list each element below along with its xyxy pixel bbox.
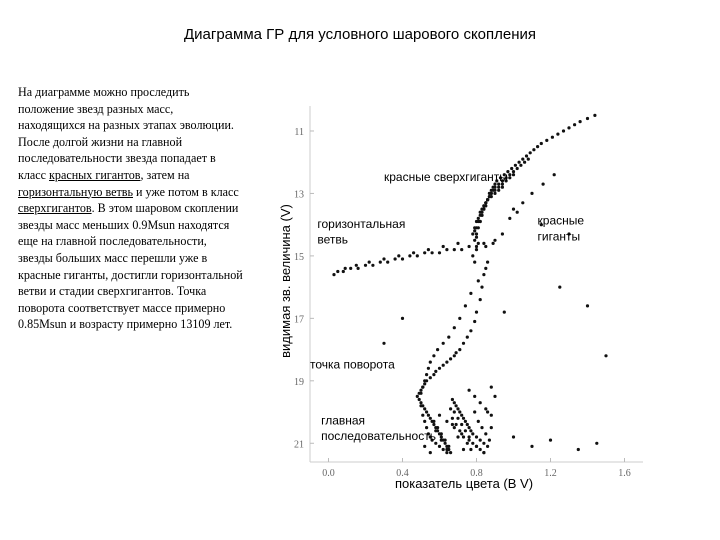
- star-point: [336, 270, 339, 273]
- star-point: [545, 139, 548, 142]
- star-point: [432, 423, 435, 426]
- star-point: [516, 211, 519, 214]
- star-point: [577, 448, 580, 451]
- star-point: [497, 186, 500, 189]
- y-axis-label: видимая зв. величина (V): [278, 204, 293, 358]
- star-point: [449, 407, 452, 410]
- star-point: [466, 336, 469, 339]
- star-point: [349, 267, 352, 270]
- star-point: [536, 145, 539, 148]
- star-point: [549, 439, 552, 442]
- star-point: [479, 448, 482, 451]
- link-horizontal-branch[interactable]: горизонтальную ветвь: [18, 184, 134, 199]
- star-point: [480, 426, 483, 429]
- star-point: [368, 261, 371, 264]
- star-point: [586, 304, 589, 307]
- star-point: [475, 220, 478, 223]
- star-point: [471, 254, 474, 257]
- star-point: [460, 432, 463, 435]
- star-point: [431, 251, 434, 254]
- star-point: [455, 404, 458, 407]
- star-point: [477, 279, 480, 282]
- star-point: [497, 189, 500, 192]
- star-point: [469, 329, 472, 332]
- star-point: [462, 342, 465, 345]
- star-point: [423, 382, 426, 385]
- star-point: [479, 401, 482, 404]
- star-point: [553, 173, 556, 176]
- star-point: [447, 336, 450, 339]
- star-point: [514, 164, 517, 167]
- y-tick-label: 21: [294, 439, 304, 451]
- x-tick-label: 0.0: [322, 468, 335, 479]
- star-point: [429, 451, 432, 454]
- data-points: [332, 114, 607, 454]
- star-point: [419, 389, 422, 392]
- star-point: [408, 254, 411, 257]
- star-point: [397, 254, 400, 257]
- star-point: [444, 442, 447, 445]
- star-point: [453, 248, 456, 251]
- star-point: [486, 198, 489, 201]
- link-supergiants[interactable]: сверхгигантов: [18, 201, 92, 216]
- star-point: [484, 201, 487, 204]
- star-point: [471, 442, 474, 445]
- star-point: [421, 386, 424, 389]
- star-point: [427, 248, 430, 251]
- star-point: [419, 401, 422, 404]
- star-point: [468, 439, 471, 442]
- star-point: [475, 248, 478, 251]
- star-point: [438, 445, 441, 448]
- star-point: [456, 242, 459, 245]
- star-point: [530, 192, 533, 195]
- y-tick-label: 17: [294, 314, 304, 326]
- annotation-label: красные: [537, 213, 585, 228]
- star-point: [604, 354, 607, 357]
- star-point: [401, 257, 404, 260]
- x-tick-label: 1.6: [618, 468, 631, 479]
- star-point: [456, 417, 459, 420]
- star-point: [427, 414, 430, 417]
- y-tick-label: 11: [294, 126, 304, 138]
- star-point: [519, 164, 522, 167]
- star-point: [486, 445, 489, 448]
- star-point: [445, 448, 448, 451]
- x-tick-label: 0.8: [470, 468, 483, 479]
- star-point: [382, 342, 385, 345]
- star-point: [458, 429, 461, 432]
- star-point: [460, 423, 463, 426]
- star-point: [532, 148, 535, 151]
- star-point: [471, 432, 474, 435]
- star-point: [429, 361, 432, 364]
- star-point: [595, 442, 598, 445]
- star-point: [458, 410, 461, 413]
- x-tick-label: 1.2: [544, 468, 557, 479]
- star-point: [453, 426, 456, 429]
- star-point: [477, 420, 480, 423]
- star-point: [444, 439, 447, 442]
- star-point: [355, 264, 358, 267]
- annotation-label: последовательность: [321, 429, 436, 444]
- star-point: [438, 414, 441, 417]
- star-point: [473, 261, 476, 264]
- star-point: [473, 320, 476, 323]
- star-point: [493, 192, 496, 195]
- description-part-1: На диаграмме можно проследить положение звезд разных масс, находящихся на разных этапах эволюции. После долгой жизни на главной последовательности звезда попадает в класс: [18, 85, 234, 182]
- star-point: [429, 376, 432, 379]
- star-point: [521, 201, 524, 204]
- star-point: [434, 370, 437, 373]
- description-part-2: , затем на: [140, 167, 190, 182]
- star-point: [490, 414, 493, 417]
- star-point: [394, 257, 397, 260]
- star-point: [512, 208, 515, 211]
- star-point: [475, 232, 478, 235]
- y-tick-label: 15: [294, 251, 304, 263]
- star-point: [466, 442, 469, 445]
- star-point: [357, 267, 360, 270]
- star-point: [579, 120, 582, 123]
- star-point: [453, 410, 456, 413]
- star-point: [438, 251, 441, 254]
- star-point: [440, 432, 443, 435]
- description-text: [18, 84, 243, 333]
- star-point: [484, 245, 487, 248]
- star-point: [530, 445, 533, 448]
- star-point: [479, 439, 482, 442]
- star-point: [451, 423, 454, 426]
- star-point: [423, 420, 426, 423]
- star-point: [493, 186, 496, 189]
- star-point: [516, 167, 519, 170]
- star-point: [464, 420, 467, 423]
- star-point: [480, 286, 483, 289]
- star-point: [479, 214, 482, 217]
- annotation-label: горизонтальная: [317, 216, 406, 231]
- star-point: [453, 354, 456, 357]
- star-point: [475, 445, 478, 448]
- star-point: [468, 389, 471, 392]
- star-point: [482, 204, 485, 207]
- star-point: [419, 392, 422, 395]
- star-point: [344, 267, 347, 270]
- star-point: [425, 373, 428, 376]
- star-point: [480, 208, 483, 211]
- annotations: [310, 170, 584, 443]
- star-point: [508, 217, 511, 220]
- star-point: [416, 254, 419, 257]
- star-point: [484, 432, 487, 435]
- star-point: [490, 195, 493, 198]
- star-point: [371, 264, 374, 267]
- annotation-label: точка поворота: [310, 357, 395, 372]
- star-point: [453, 401, 456, 404]
- star-point: [529, 151, 532, 154]
- star-point: [484, 407, 487, 410]
- star-point: [562, 129, 565, 132]
- star-point: [427, 367, 430, 370]
- star-point: [473, 229, 476, 232]
- star-point: [527, 158, 530, 161]
- star-point: [469, 448, 472, 451]
- star-point: [421, 414, 424, 417]
- star-point: [466, 423, 469, 426]
- star-point: [482, 242, 485, 245]
- star-point: [464, 304, 467, 307]
- star-point: [455, 423, 458, 426]
- star-point: [473, 239, 476, 242]
- description-part-4: . В этом шаровом скоплении звезды масс меньших 0.9Msun находятся еще на главной последовательности, звезды больших масс перешли уже в красные гиганты, достигли горизонтальной ветви и стадии сверхгигантов. Точка поворота соответствует массе примерно 0.85Msun и возрасту примерно 13109 лет.: [18, 201, 243, 332]
- star-point: [332, 273, 335, 276]
- star-point: [382, 257, 385, 260]
- star-point: [449, 357, 452, 360]
- star-point: [460, 248, 463, 251]
- star-point: [451, 398, 454, 401]
- annotation-label: главная: [321, 413, 366, 428]
- hr-diagram-chart: [268, 96, 648, 506]
- star-point: [458, 348, 461, 351]
- star-point: [510, 167, 513, 170]
- star-point: [479, 211, 482, 214]
- star-point: [456, 407, 459, 410]
- star-point: [490, 192, 493, 195]
- star-point: [475, 311, 478, 314]
- star-point: [523, 161, 526, 164]
- star-point: [501, 232, 504, 235]
- star-point: [432, 420, 435, 423]
- star-point: [342, 270, 345, 273]
- star-point: [423, 379, 426, 382]
- star-point: [453, 326, 456, 329]
- star-point: [486, 410, 489, 413]
- star-point: [469, 429, 472, 432]
- star-point: [525, 154, 528, 157]
- star-point: [436, 426, 439, 429]
- star-point: [425, 410, 428, 413]
- star-point: [475, 435, 478, 438]
- star-point: [445, 361, 448, 364]
- star-point: [482, 451, 485, 454]
- description-part-3: и уже потом в класс: [133, 184, 239, 199]
- star-point: [493, 395, 496, 398]
- y-tick-label: 13: [294, 189, 304, 201]
- star-point: [593, 114, 596, 117]
- star-point: [445, 248, 448, 251]
- star-point: [440, 435, 443, 438]
- star-point: [438, 367, 441, 370]
- star-point: [418, 398, 421, 401]
- page-title: Диаграмма ГР для условного шарового скопления: [183, 26, 537, 43]
- star-point: [512, 435, 515, 438]
- star-point: [482, 442, 485, 445]
- star-point: [442, 245, 445, 248]
- star-point: [508, 176, 511, 179]
- annotation-label: ветвь: [317, 232, 349, 247]
- star-point: [462, 435, 465, 438]
- annotation-label: гиганты: [537, 229, 581, 244]
- star-point: [501, 186, 504, 189]
- star-point: [486, 261, 489, 264]
- star-point: [475, 236, 478, 239]
- star-point: [445, 451, 448, 454]
- star-point: [469, 292, 472, 295]
- star-point: [490, 386, 493, 389]
- star-point: [558, 286, 561, 289]
- star-point: [462, 417, 465, 420]
- star-point: [440, 439, 443, 442]
- star-point: [493, 189, 496, 192]
- star-point: [364, 264, 367, 267]
- star-point: [473, 226, 476, 229]
- star-point: [512, 170, 515, 173]
- star-point: [488, 439, 491, 442]
- star-point: [540, 142, 543, 145]
- star-point: [473, 410, 476, 413]
- star-point: [471, 232, 474, 235]
- star-point: [458, 317, 461, 320]
- star-point: [462, 448, 465, 451]
- star-point: [447, 445, 450, 448]
- star-point: [477, 242, 480, 245]
- star-point: [542, 183, 545, 186]
- star-point: [436, 348, 439, 351]
- star-point: [503, 311, 506, 314]
- star-point: [551, 136, 554, 139]
- annotation-label: красные сверхгиганты: [384, 169, 508, 184]
- star-point: [429, 417, 432, 420]
- star-point: [386, 261, 389, 264]
- star-point: [468, 426, 471, 429]
- star-point: [401, 317, 404, 320]
- star-point: [423, 445, 426, 448]
- star-point: [442, 342, 445, 345]
- link-red-giants[interactable]: красных гигантов: [49, 167, 141, 182]
- star-point: [479, 298, 482, 301]
- star-point: [477, 217, 480, 220]
- star-point: [468, 245, 471, 248]
- star-point: [419, 404, 422, 407]
- star-point: [473, 395, 476, 398]
- star-point: [455, 351, 458, 354]
- star-point: [573, 123, 576, 126]
- star-point: [521, 158, 524, 161]
- star-point: [449, 451, 452, 454]
- star-point: [556, 133, 559, 136]
- star-point: [423, 407, 426, 410]
- star-point: [586, 117, 589, 120]
- star-point: [445, 420, 448, 423]
- x-tick-label: 0.4: [396, 468, 409, 479]
- star-point: [464, 429, 467, 432]
- star-point: [456, 435, 459, 438]
- star-point: [460, 414, 463, 417]
- star-point: [442, 448, 445, 451]
- star-point: [518, 161, 521, 164]
- star-point: [567, 126, 570, 129]
- star-point: [468, 435, 471, 438]
- star-point: [442, 364, 445, 367]
- star-point: [416, 395, 419, 398]
- star-point: [432, 354, 435, 357]
- star-point: [508, 173, 511, 176]
- star-point: [492, 242, 495, 245]
- star-point: [490, 426, 493, 429]
- star-point: [484, 267, 487, 270]
- star-point: [451, 417, 454, 420]
- star-point: [482, 273, 485, 276]
- star-point: [423, 251, 426, 254]
- star-point: [412, 251, 415, 254]
- star-point: [475, 245, 478, 248]
- star-point: [493, 239, 496, 242]
- y-tick-label: 19: [294, 376, 304, 388]
- star-point: [432, 373, 435, 376]
- star-point: [512, 173, 515, 176]
- star-point: [379, 261, 382, 264]
- x-axis-label: показатель цвета (B V): [394, 476, 534, 491]
